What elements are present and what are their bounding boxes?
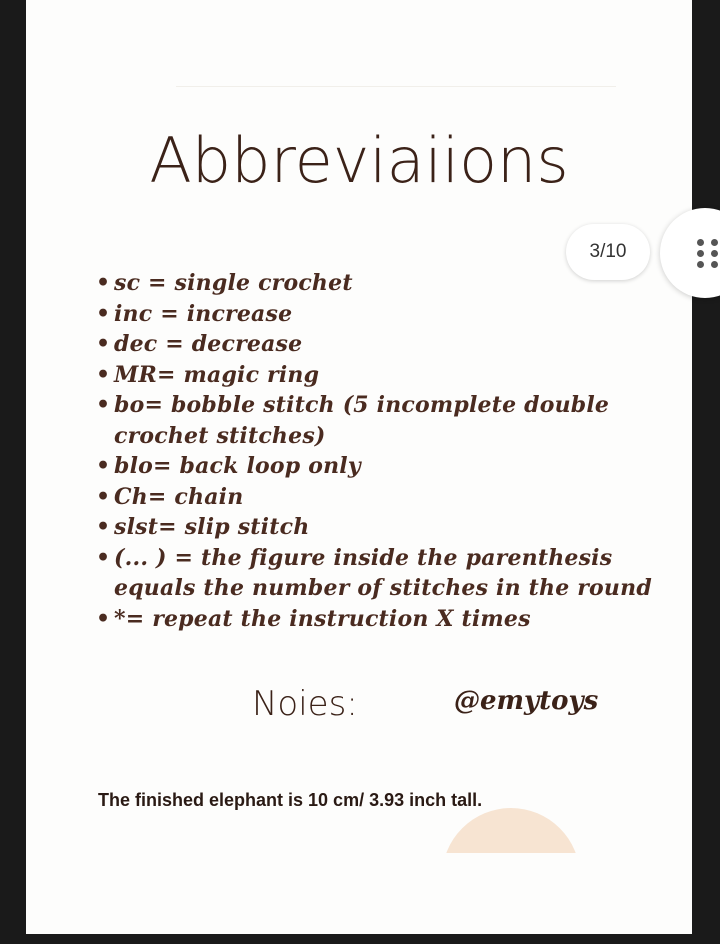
abbreviation-text: dec = decrease [114,331,303,357]
bullet-icon: • [96,483,111,510]
list-item [96,299,656,330]
abbreviation-list [96,268,656,634]
bullet-icon: • [96,392,111,418]
decorative-peach-shape [442,808,580,898]
abbreviation-text: bo= bobble stitch (5 incomplete double crochet stitches) [114,392,610,449]
list-item [96,512,656,543]
bullet-icon: • [96,331,111,357]
list-item [96,268,656,299]
abbreviation-text: (... ) = the figure inside the parenthesis equals the number of stitches in the round [114,544,652,601]
bullet-icon: • [96,605,111,632]
list-item [96,329,656,360]
page-counter-badge: 3/10 [566,224,650,280]
abbreviation-text: inc = increase [114,300,293,327]
list-item [96,390,656,451]
document-page [26,0,692,934]
bullet-icon: • [96,514,111,540]
list-item [96,451,656,482]
abbreviation-text: sc = single crochet [114,270,353,296]
size-note: The finished elephant is 10 cm/ 3.93 inch tall. [98,790,483,810]
bullet-icon: • [96,544,111,571]
bullet-icon: • [96,453,111,479]
list-item [96,543,656,604]
notes-row [26,684,692,734]
top-divider [176,86,616,87]
bullet-icon: • [96,300,111,327]
abbreviation-text: blo= back loop only [114,453,361,479]
list-item [96,604,656,635]
list-item [96,482,656,513]
bullet-icon: • [96,270,111,296]
list-item [96,360,656,391]
author-handle: @emytoys [454,686,599,716]
page-title: Abbreviaiions [149,124,569,197]
abbreviation-text: MR= magic ring [114,361,320,388]
bullet-icon: • [96,361,111,388]
more-dots-icon [697,239,719,269]
notes-heading: Noies: [252,684,358,724]
abbreviation-text: Ch= chain [114,483,244,510]
abbreviation-text: *= repeat the instruction X times [114,605,531,632]
abbreviation-text: slst= slip stitch [114,514,310,540]
